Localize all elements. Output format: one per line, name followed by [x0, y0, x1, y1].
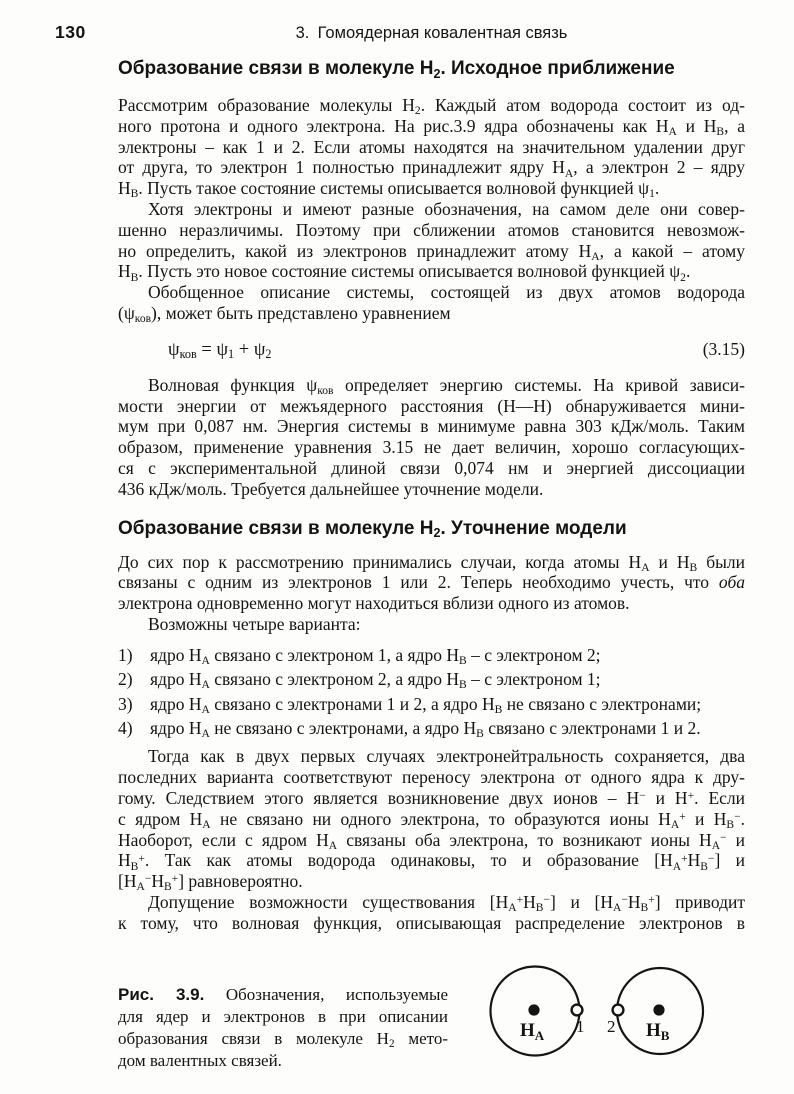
text-line: мости энергии от межъядерного расстояния (H—H) обнаруживается мини-: [118, 395, 745, 416]
list-item-number: 4): [118, 717, 133, 738]
text-line: $H_B$. Пусть такое состояние системы описывается волновой функцией $\psi_1$.: [118, 178, 660, 201]
text-line: Рассмотрим образование молекулы $H_2$. Каждый атом водорода состоит из од-: [118, 95, 745, 118]
text-column: [118, 56, 745, 934]
list-item-number: 3): [118, 693, 133, 714]
text-line: Волновая функция $\psi_{ков}$ определяет энергию системы. На кривой зависи-: [148, 374, 745, 397]
text-line: $[H_A^-H_B^+]$ равновероятно.: [118, 871, 303, 894]
text-line: с ядром $H_A$ не связано ни одного электрона, то образуются ионы $H_A^+$ и $H_B^-$.: [118, 808, 745, 831]
section-2-heading: Образование связи в молекуле $H_2$. Уточнение модели: [118, 517, 627, 541]
paragraph-6: [118, 614, 745, 635]
equation-formula: $\psi_{ков} = \psi_1 + \psi_2$: [168, 339, 272, 362]
text-line: ся с экспериментальной длиной связи 0,074 нм и энергией диссоциации: [118, 457, 745, 478]
paragraph-1: [118, 95, 745, 199]
electron-2-label: 2: [607, 1017, 616, 1036]
list-item: [118, 692, 745, 716]
electron-1-label: 1: [576, 1017, 585, 1036]
atom-a-label: $H_A$: [520, 1020, 545, 1043]
text-line: Тогда как в двух первых случаях электронейтральность сохраняется, два: [148, 746, 745, 767]
text-line: но определить, какой из электронов принадлежит атому $H_A$, а какой – атому: [118, 240, 745, 263]
text-line: Допущение возможности существования $[H_A^+H_B^-]$ и $[H_A^-H_B^+]$ приводит: [148, 891, 745, 915]
paragraph-2: [118, 199, 745, 282]
section-1-heading: Образование связи в молекуле $H_2$. Исходное приближение: [118, 58, 675, 81]
text-line: электроны – как 1 и 2. Если атомы находятся на значительном удалении друг: [118, 136, 745, 157]
text-line: мум при 0,087 нм. Энергия системы в минимуме равна 303 кДж/моль. Таким: [118, 416, 745, 437]
text-line: Рис. 3.9. Обозначения, используемые: [118, 985, 449, 1004]
text-line: электрона одновременно могут находиться вблизи одного из атомов.: [118, 593, 630, 614]
list-item-text: ядро $H_A$ связано с электроном 2, а ядро $H_B$ – с электроном 1;: [150, 669, 601, 692]
list-item-text: ядро $H_A$ связано с электроном 1, а ядро $H_B$ – с электроном 2;: [150, 644, 601, 667]
text-line: $H_B^+$. Так как атомы водорода одинаковы, то и образование $[H_A^+H_B^-]$ и: [118, 850, 745, 873]
equation-number: (3.15): [702, 338, 745, 359]
text-line: $H_B$. Пусть это новое состояние системы описывается волновой функцией $\psi_2$.: [118, 261, 691, 284]
text-line: Наоборот, если с ядром $H_A$ связаны оба электрона, то возникают ионы $H_A^-$ и: [118, 829, 745, 852]
list-item-number: 2): [118, 669, 133, 690]
text-line: До сих пор к рассмотрению принимались случаи, когда атомы $H_A$ и $H_B$ были: [118, 551, 745, 574]
paragraph-3: [118, 282, 745, 324]
atom-b-label: $H_B$: [646, 1020, 670, 1043]
paragraph-8: [118, 892, 745, 934]
text-line: для ядер и электронов в при описании: [118, 1007, 448, 1026]
text-line: гому. Следствием этого является возникновение двух ионов – H− и H+. Если: [118, 787, 745, 808]
list-item: [118, 716, 745, 740]
text-line: связаны с одним из электронов 1 или 2. Теперь необходимо учесть, что оба: [118, 572, 745, 593]
text-line: к тому, что волновая функция, описывающая распределение электронов в: [118, 912, 745, 933]
figure-diagram: [483, 950, 713, 1070]
text-line: образования связи в молекуле $H_2$ мето-: [118, 1029, 448, 1051]
text-line: ного протона и одного электрона. На рис.3.9 ядра обозначены как $H_A$ и $H_B$, а: [118, 115, 745, 139]
equation-3-15: [118, 336, 745, 363]
text-line: дом валентных связей.: [118, 1051, 282, 1070]
electron-1-circle: [572, 1005, 583, 1016]
atom-b-nucleus-dot: [653, 1004, 664, 1015]
atom-a-nucleus-dot: [528, 1004, 539, 1015]
paragraph-7: [118, 746, 745, 892]
text-line: $(\psi_{ков})$, может быть представлено уравнением: [118, 302, 451, 326]
page-number: 130: [55, 22, 86, 42]
list-item-text: ядро $H_A$ не связано с электронами, а ядро $H_B$ связано с электронами 1 и 2.: [150, 717, 701, 741]
list-item: [118, 667, 745, 691]
variants-list: [118, 643, 745, 741]
text-line: 436 кДж/моль. Требуется дальнейшее уточнение модели.: [118, 478, 544, 499]
paragraph-4: [118, 375, 745, 500]
text-line: Хотя электроны и имеют разные обозначения, на самом деле они совер-: [148, 198, 745, 219]
text-line: Возможны четыре варианта:: [148, 613, 361, 634]
text-line: шенно неразличимы. Поэтому при сближении атомов становится невозмож-: [118, 219, 745, 240]
text-line: от друга, то электрон 1 полностью принадлежит ядру $H_A$, а электрон 2 – ядру: [118, 157, 746, 180]
list-item: [118, 643, 745, 667]
electron-2-circle: [613, 1005, 624, 1016]
text-line: Обобщенное описание системы, состоящей из двух атомов водорода: [148, 282, 745, 303]
list-item-number: 1): [118, 644, 133, 665]
text-line: последних варианта соответствуют переносу электрона от одного ядра к дру-: [118, 767, 745, 788]
list-item-text: ядро $H_A$ связано с электронами 1 и 2, а ядро $H_B$ не связано с электронами;: [150, 693, 702, 716]
running-head: 3. Гомоядерная ковалентная связь: [295, 24, 568, 42]
figure-caption: [118, 984, 448, 1072]
paragraph-5: [118, 552, 745, 614]
text-line: образом, применение уравнения 3.15 не дает величин, хорошо согласующих-: [118, 437, 745, 458]
